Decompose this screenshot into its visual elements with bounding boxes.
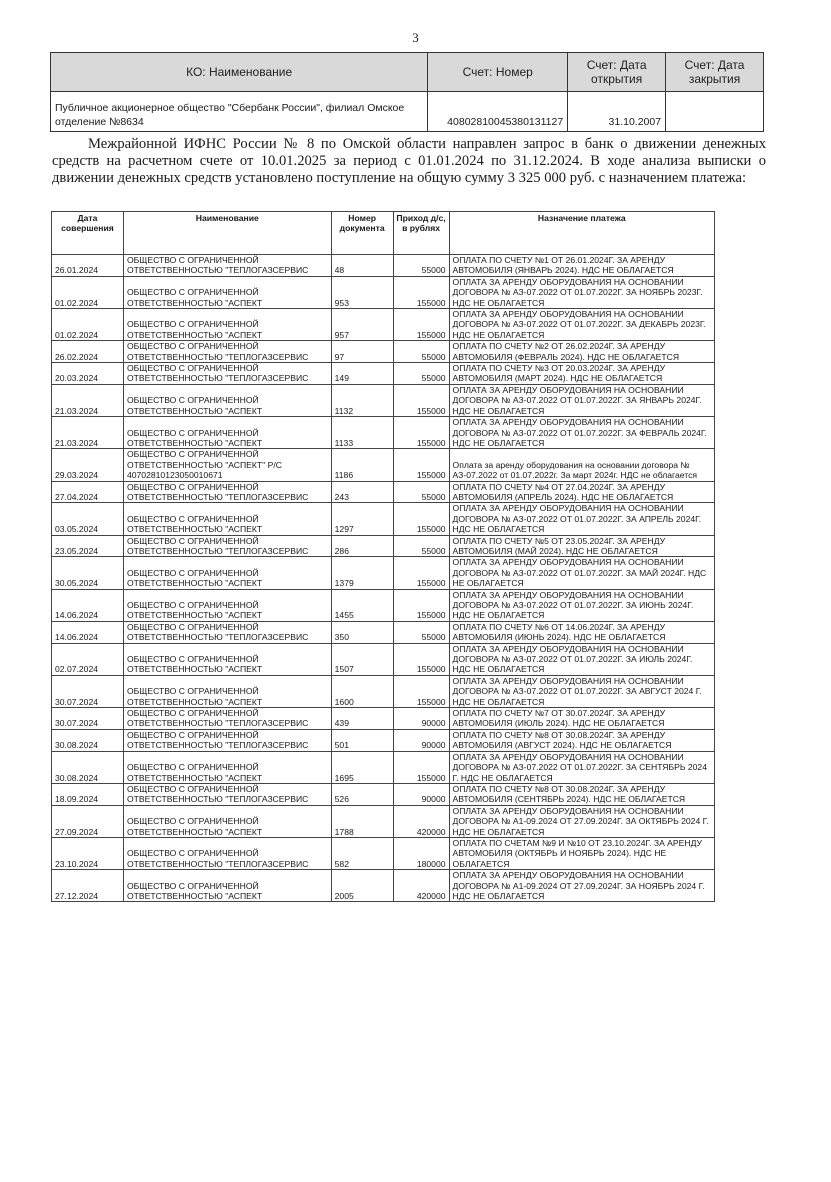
payments-table-header <box>52 212 715 255</box>
header-name: Наименование <box>123 212 331 255</box>
payment-doc-number: 350 <box>331 621 393 643</box>
payment-doc-number: 1379 <box>331 557 393 589</box>
payment-counterparty: ОБЩЕСТВО С ОГРАНИЧЕННОЙ ОТВЕТСТВЕННОСТЬЮ "АСПЕКТ <box>123 557 331 589</box>
payment-counterparty: ОБЩЕСТВО С ОГРАНИЧЕННОЙ ОТВЕТСТВЕННОСТЬЮ "ТЕПЛОГАЗСЕРВИС <box>123 255 331 277</box>
payment-doc-number: 48 <box>331 255 393 277</box>
payment-date: 03.05.2024 <box>52 503 124 535</box>
payment-counterparty: ОБЩЕСТВО С ОГРАНИЧЕННОЙ ОТВЕТСТВЕННОСТЬЮ "АСПЕКТ <box>123 503 331 535</box>
payment-doc-number: 1133 <box>331 417 393 449</box>
table-row <box>52 384 715 416</box>
payment-amount: 155000 <box>393 589 449 621</box>
payment-purpose: ОПЛАТА ЗА АРЕНДУ ОБОРУДОВАНИЯ НА ОСНОВАНИИ ДОГОВОРА № А1-09.2024 ОТ 27.09.2024Г. ЗА НОЯБРЬ 2024 Г. НДС НЕ ОБЛАГАЕТСЯ <box>449 870 714 902</box>
table-row <box>52 729 715 751</box>
header-date: Дата совершения <box>52 212 124 255</box>
payment-date: 27.12.2024 <box>52 870 124 902</box>
payment-counterparty: ОБЩЕСТВО С ОГРАНИЧЕННОЙ ОТВЕТСТВЕННОСТЬЮ "ТЕПЛОГАЗСЕРВИС <box>123 783 331 805</box>
payment-doc-number: 953 <box>331 276 393 308</box>
account-number: 40802810045380131127 <box>428 92 568 132</box>
payment-purpose: ОПЛАТА ПО СЧЕТУ №4 ОТ 27.04.2024Г. ЗА АРЕНДУ АВТОМОБИЛЯ (АПРЕЛЬ 2024). НДС НЕ ОБЛАГАЕТСЯ <box>449 481 714 503</box>
intro-paragraph: Межрайонной ИФНС России № 8 по Омской области направлен запрос в банк о движении денежных средств на расчетном счете от 10.01.2025 за период с 01.01.2024 по 31.12.2024. В ходе анализа выписки о движении денежных средств установлено поступление на общую сумму 3 325 000 руб. с назначением платежа: <box>52 136 766 186</box>
payment-purpose: ОПЛАТА ЗА АРЕНДУ ОБОРУДОВАНИЯ НА ОСНОВАНИИ ДОГОВОРА № АЗ-07.2022 ОТ 01.07.2022Г. ЗА ИЮНЬ 2024Г. НДС НЕ ОБЛАГАЕТСЯ <box>449 589 714 621</box>
payment-counterparty: ОБЩЕСТВО С ОГРАНИЧЕННОЙ ОТВЕТСТВЕННОСТЬЮ "АСПЕКТ <box>123 309 331 341</box>
payment-purpose: ОПЛАТА ПО СЧЕТУ №8 ОТ 30.08.2024Г. ЗА АРЕНДУ АВТОМОБИЛЯ (АВГУСТ 2024). НДС НЕ ОБЛАГАЕТСЯ <box>449 729 714 751</box>
payment-counterparty: ОБЩЕСТВО С ОГРАНИЧЕННОЙ ОТВЕТСТВЕННОСТЬЮ "АСПЕКТ <box>123 589 331 621</box>
payment-doc-number: 243 <box>331 481 393 503</box>
payment-purpose: ОПЛАТА ПО СЧЕТУ №5 ОТ 23.05.2024Г. ЗА АРЕНДУ АВТОМОБИЛЯ (МАЙ 2024). НДС НЕ ОБЛАГАЕТСЯ <box>449 535 714 557</box>
payment-counterparty: ОБЩЕСТВО С ОГРАНИЧЕННОЙ ОТВЕТСТВЕННОСТЬЮ "АСПЕКТ <box>123 384 331 416</box>
payment-counterparty: ОБЩЕСТВО С ОГРАНИЧЕННОЙ ОТВЕТСТВЕННОСТЬЮ "АСПЕКТ <box>123 870 331 902</box>
table-row <box>52 255 715 277</box>
payment-counterparty: ОБЩЕСТВО С ОГРАНИЧЕННОЙ ОТВЕТСТВЕННОСТЬЮ "ТЕПЛОГАЗСЕРВИС <box>123 621 331 643</box>
payments-table <box>51 211 715 902</box>
header-doc-number: Номер документа <box>331 212 393 255</box>
payment-doc-number: 286 <box>331 535 393 557</box>
payment-amount: 155000 <box>393 449 449 481</box>
payment-purpose: ОПЛАТА ЗА АРЕНДУ ОБОРУДОВАНИЯ НА ОСНОВАНИИ ДОГОВОРА № АЗ-07.2022 ОТ 01.07.2022Г. ЗА ИЮЛЬ 2024Г. НДС НЕ ОБЛАГАЕТСЯ <box>449 643 714 675</box>
payment-amount: 90000 <box>393 783 449 805</box>
payment-date: 01.02.2024 <box>52 276 124 308</box>
payment-doc-number: 1600 <box>331 675 393 707</box>
payment-doc-number: 1507 <box>331 643 393 675</box>
payment-amount: 155000 <box>393 384 449 416</box>
payment-doc-number: 957 <box>331 309 393 341</box>
payment-counterparty: ОБЩЕСТВО С ОГРАНИЧЕННОЙ ОТВЕТСТВЕННОСТЬЮ "ТЕПЛОГАЗСЕРВИС <box>123 729 331 751</box>
payment-counterparty: ОБЩЕСТВО С ОГРАНИЧЕННОЙ ОТВЕТСТВЕННОСТЬЮ "ТЕПЛОГАЗСЕРВИС <box>123 837 331 869</box>
payment-doc-number: 501 <box>331 729 393 751</box>
header-close-date: Счет: Дата закрытия <box>666 53 764 92</box>
payment-doc-number: 1297 <box>331 503 393 535</box>
payment-purpose: ОПЛАТА ЗА АРЕНДУ ОБОРУДОВАНИЯ НА ОСНОВАНИИ ДОГОВОРА № АЗ-07.2022 ОТ 01.07.2022Г. ЗА ДЕКАБРЬ 2023Г. НДС НЕ ОБЛАГАЕТСЯ <box>449 309 714 341</box>
payment-purpose: ОПЛАТА ЗА АРЕНДУ ОБОРУДОВАНИЯ НА ОСНОВАНИИ ДОГОВОРА № А1-09.2024 ОТ 27.09.2024Г. ЗА ОКТЯБРЬ 2024 Г. НДС НЕ ОБЛАГАЕТСЯ <box>449 805 714 837</box>
payment-amount: 90000 <box>393 708 449 730</box>
payment-date: 27.04.2024 <box>52 481 124 503</box>
table-row <box>52 870 715 902</box>
payment-doc-number: 1788 <box>331 805 393 837</box>
table-row <box>52 417 715 449</box>
payment-doc-number: 1186 <box>331 449 393 481</box>
header-bank-name: КО: Наименование <box>51 53 428 92</box>
payment-purpose: ОПЛАТА ЗА АРЕНДУ ОБОРУДОВАНИЯ НА ОСНОВАНИИ ДОГОВОРА № АЗ-07.2022 ОТ 01.07.2022Г. ЗА СЕНТЯБРЬ 2024 Г. НДС НЕ ОБЛАГАЕТСЯ <box>449 751 714 783</box>
payment-purpose: ОПЛАТА ЗА АРЕНДУ ОБОРУДОВАНИЯ НА ОСНОВАНИИ ДОГОВОРА № АЗ-07.2022 ОТ 01.07.2022Г. ЗА ФЕВРАЛЬ 2024Г. НДС НЕ ОБЛАГАЕТСЯ <box>449 417 714 449</box>
payment-doc-number: 1695 <box>331 751 393 783</box>
payment-doc-number: 582 <box>331 837 393 869</box>
table-row <box>52 276 715 308</box>
table-row <box>52 643 715 675</box>
payment-purpose: ОПЛАТА ПО СЧЕТУ №8 ОТ 30.08.2024Г. ЗА АРЕНДУ АВТОМОБИЛЯ (СЕНТЯБРЬ 2024). НДС НЕ ОБЛАГАЕТСЯ <box>449 783 714 805</box>
table-row <box>52 503 715 535</box>
table-row <box>52 589 715 621</box>
payment-amount: 155000 <box>393 557 449 589</box>
payment-purpose: ОПЛАТА ПО СЧЕТУ №6 ОТ 14.06.2024Г. ЗА АРЕНДУ АВТОМОБИЛЯ (ИЮНЬ 2024). НДС НЕ ОБЛАГАЕТСЯ <box>449 621 714 643</box>
payment-date: 21.03.2024 <box>52 417 124 449</box>
payment-amount: 155000 <box>393 309 449 341</box>
payment-purpose: ОПЛАТА ПО СЧЕТУ №1 ОТ 26.01.2024Г. ЗА АРЕНДУ АВТОМОБИЛЯ (ЯНВАРЬ 2024). НДС НЕ ОБЛАГАЕТСЯ <box>449 255 714 277</box>
payment-counterparty: ОБЩЕСТВО С ОГРАНИЧЕННОЙ ОТВЕТСТВЕННОСТЬЮ "ТЕПЛОГАЗСЕРВИС <box>123 481 331 503</box>
payment-amount: 155000 <box>393 503 449 535</box>
payment-counterparty: ОБЩЕСТВО С ОГРАНИЧЕННОЙ ОТВЕТСТВЕННОСТЬЮ "АСПЕКТ <box>123 751 331 783</box>
payment-counterparty: ОБЩЕСТВО С ОГРАНИЧЕННОЙ ОТВЕТСТВЕННОСТЬЮ "ТЕПЛОГАЗСЕРВИС <box>123 535 331 557</box>
payments-table-body <box>52 255 715 902</box>
payment-purpose: ОПЛАТА ПО СЧЕТУ №3 ОТ 20.03.2024Г. ЗА АРЕНДУ АВТОМОБИЛЯ (МАРТ 2024). НДС НЕ ОБЛАГАЕТСЯ <box>449 363 714 385</box>
payment-amount: 55000 <box>393 363 449 385</box>
table-row <box>52 309 715 341</box>
payment-date: 29.03.2024 <box>52 449 124 481</box>
close-date <box>666 92 764 132</box>
payment-doc-number: 1455 <box>331 589 393 621</box>
payment-doc-number: 526 <box>331 783 393 805</box>
payment-purpose: ОПЛАТА ЗА АРЕНДУ ОБОРУДОВАНИЯ НА ОСНОВАНИИ ДОГОВОРА № АЗ-07.2022 ОТ 01.07.2022Г. ЗА МАЙ 2024Г. НДС НЕ ОБЛАГАЕТСЯ <box>449 557 714 589</box>
table-row <box>52 341 715 363</box>
payment-purpose: Оплата за аренду оборудования на основании договора № АЗ-07.2022 от 01.07.2022г. За март 2024г. НДС не облагается <box>449 449 714 481</box>
payment-amount: 55000 <box>393 481 449 503</box>
payment-amount: 90000 <box>393 729 449 751</box>
table-row <box>52 805 715 837</box>
header-income: Приход д/с, в рублях <box>393 212 449 255</box>
payment-amount: 155000 <box>393 417 449 449</box>
payment-amount: 420000 <box>393 805 449 837</box>
table-row <box>52 751 715 783</box>
payment-counterparty: ОБЩЕСТВО С ОГРАНИЧЕННОЙ ОТВЕТСТВЕННОСТЬЮ "ТЕПЛОГАЗСЕРВИС <box>123 708 331 730</box>
payment-doc-number: 149 <box>331 363 393 385</box>
payment-amount: 55000 <box>393 621 449 643</box>
payment-amount: 155000 <box>393 643 449 675</box>
payment-purpose: ОПЛАТА ПО СЧЕТУ №2 ОТ 26.02.2024Г. ЗА АРЕНДУ АВТОМОБИЛЯ (ФЕВРАЛЬ 2024). НДС НЕ ОБЛАГАЕТСЯ <box>449 341 714 363</box>
payment-purpose: ОПЛАТА ЗА АРЕНДУ ОБОРУДОВАНИЯ НА ОСНОВАНИИ ДОГОВОРА № АЗ-07.2022 ОТ 01.07.2022Г. ЗА ЯНВАРЬ 2024Г. НДС НЕ ОБЛАГАЕТСЯ <box>449 384 714 416</box>
table-row <box>52 621 715 643</box>
payment-amount: 155000 <box>393 276 449 308</box>
payment-purpose: ОПЛАТА ЗА АРЕНДУ ОБОРУДОВАНИЯ НА ОСНОВАНИИ ДОГОВОРА № АЗ-07.2022 ОТ 01.07.2022Г. ЗА НОЯБРЬ 2023Г. НДС НЕ ОБЛАГАЕТСЯ <box>449 276 714 308</box>
account-row <box>51 92 764 132</box>
table-row <box>52 557 715 589</box>
table-row <box>52 481 715 503</box>
payment-amount: 55000 <box>393 255 449 277</box>
payment-purpose: ОПЛАТА ЗА АРЕНДУ ОБОРУДОВАНИЯ НА ОСНОВАНИИ ДОГОВОРА № АЗ-07.2022 ОТ 01.07.2022Г. ЗА АВГУСТ 2024 Г. НДС НЕ ОБЛАГАЕТСЯ <box>449 675 714 707</box>
table-row <box>52 535 715 557</box>
table-row <box>52 449 715 481</box>
table-row <box>52 675 715 707</box>
payment-doc-number: 97 <box>331 341 393 363</box>
payment-counterparty: ОБЩЕСТВО С ОГРАНИЧЕННОЙ ОТВЕТСТВЕННОСТЬЮ "АСПЕКТ <box>123 675 331 707</box>
payment-counterparty: ОБЩЕСТВО С ОГРАНИЧЕННОЙ ОТВЕТСТВЕННОСТЬЮ "АСПЕКТ <box>123 276 331 308</box>
payment-amount: 55000 <box>393 535 449 557</box>
bank-name: Публичное акционерное общество "Сбербанк России", филиал Омское отделение №8634 <box>51 92 428 132</box>
payment-amount: 155000 <box>393 751 449 783</box>
payment-doc-number: 1132 <box>331 384 393 416</box>
payment-doc-number: 2005 <box>331 870 393 902</box>
account-table <box>50 52 764 132</box>
payment-date: 23.05.2024 <box>52 535 124 557</box>
account-table-header <box>51 53 764 92</box>
payment-counterparty: ОБЩЕСТВО С ОГРАНИЧЕННОЙ ОТВЕТСТВЕННОСТЬЮ "ТЕПЛОГАЗСЕРВИС <box>123 341 331 363</box>
payment-date: 20.03.2024 <box>52 363 124 385</box>
table-row <box>52 708 715 730</box>
payment-date: 30.07.2024 <box>52 675 124 707</box>
payment-date: 02.07.2024 <box>52 643 124 675</box>
payment-amount: 55000 <box>393 341 449 363</box>
payment-purpose: ОПЛАТА ПО СЧЕТАМ №9 И №10 ОТ 23.10.2024Г. ЗА АРЕНДУ АВТОМОБИЛЯ (ОКТЯБРЬ И НОЯБРЬ 2024). НДС НЕ ОБЛАГАЕТСЯ <box>449 837 714 869</box>
header-open-date: Счет: Дата открытия <box>568 53 666 92</box>
payment-date: 30.05.2024 <box>52 557 124 589</box>
payment-date: 23.10.2024 <box>52 837 124 869</box>
payment-date: 30.07.2024 <box>52 708 124 730</box>
open-date: 31.10.2007 <box>568 92 666 132</box>
payment-date: 14.06.2024 <box>52 589 124 621</box>
payment-date: 30.08.2024 <box>52 729 124 751</box>
header-account-number: Счет: Номер <box>428 53 568 92</box>
table-row <box>52 363 715 385</box>
table-row <box>52 783 715 805</box>
table-row <box>52 837 715 869</box>
payment-purpose: ОПЛАТА ЗА АРЕНДУ ОБОРУДОВАНИЯ НА ОСНОВАНИИ ДОГОВОРА № АЗ-07.2022 ОТ 01.07.2022Г. ЗА АПРЕЛЬ 2024Г. НДС НЕ ОБЛАГАЕТСЯ <box>449 503 714 535</box>
payment-counterparty: ОБЩЕСТВО С ОГРАНИЧЕННОЙ ОТВЕТСТВЕННОСТЬЮ "АСПЕКТ <box>123 643 331 675</box>
payment-date: 14.06.2024 <box>52 621 124 643</box>
payment-date: 27.09.2024 <box>52 805 124 837</box>
payment-counterparty: ОБЩЕСТВО С ОГРАНИЧЕННОЙ ОТВЕТСТВЕННОСТЬЮ "ТЕПЛОГАЗСЕРВИС <box>123 363 331 385</box>
payment-date: 26.01.2024 <box>52 255 124 277</box>
payment-counterparty: ОБЩЕСТВО С ОГРАНИЧЕННОЙ ОТВЕТСТВЕННОСТЬЮ "АСПЕКТ <box>123 417 331 449</box>
payment-date: 21.03.2024 <box>52 384 124 416</box>
payment-date: 01.02.2024 <box>52 309 124 341</box>
payment-purpose: ОПЛАТА ПО СЧЕТУ №7 ОТ 30.07.2024Г. ЗА АРЕНДУ АВТОМОБИЛЯ (ИЮЛЬ 2024). НДС НЕ ОБЛАГАЕТСЯ <box>449 708 714 730</box>
header-purpose: Назначение платежа <box>449 212 714 255</box>
payment-date: 30.08.2024 <box>52 751 124 783</box>
payment-date: 18.09.2024 <box>52 783 124 805</box>
payment-counterparty: ОБЩЕСТВО С ОГРАНИЧЕННОЙ ОТВЕТСТВЕННОСТЬЮ "АСПЕКТ" Р/С 40702810123050010671 <box>123 449 331 481</box>
payment-amount: 420000 <box>393 870 449 902</box>
payment-counterparty: ОБЩЕСТВО С ОГРАНИЧЕННОЙ ОТВЕТСТВЕННОСТЬЮ "АСПЕКТ <box>123 805 331 837</box>
page-number: 3 <box>412 30 419 45</box>
payment-doc-number: 439 <box>331 708 393 730</box>
payment-date: 26.02.2024 <box>52 341 124 363</box>
payment-amount: 180000 <box>393 837 449 869</box>
payment-amount: 155000 <box>393 675 449 707</box>
